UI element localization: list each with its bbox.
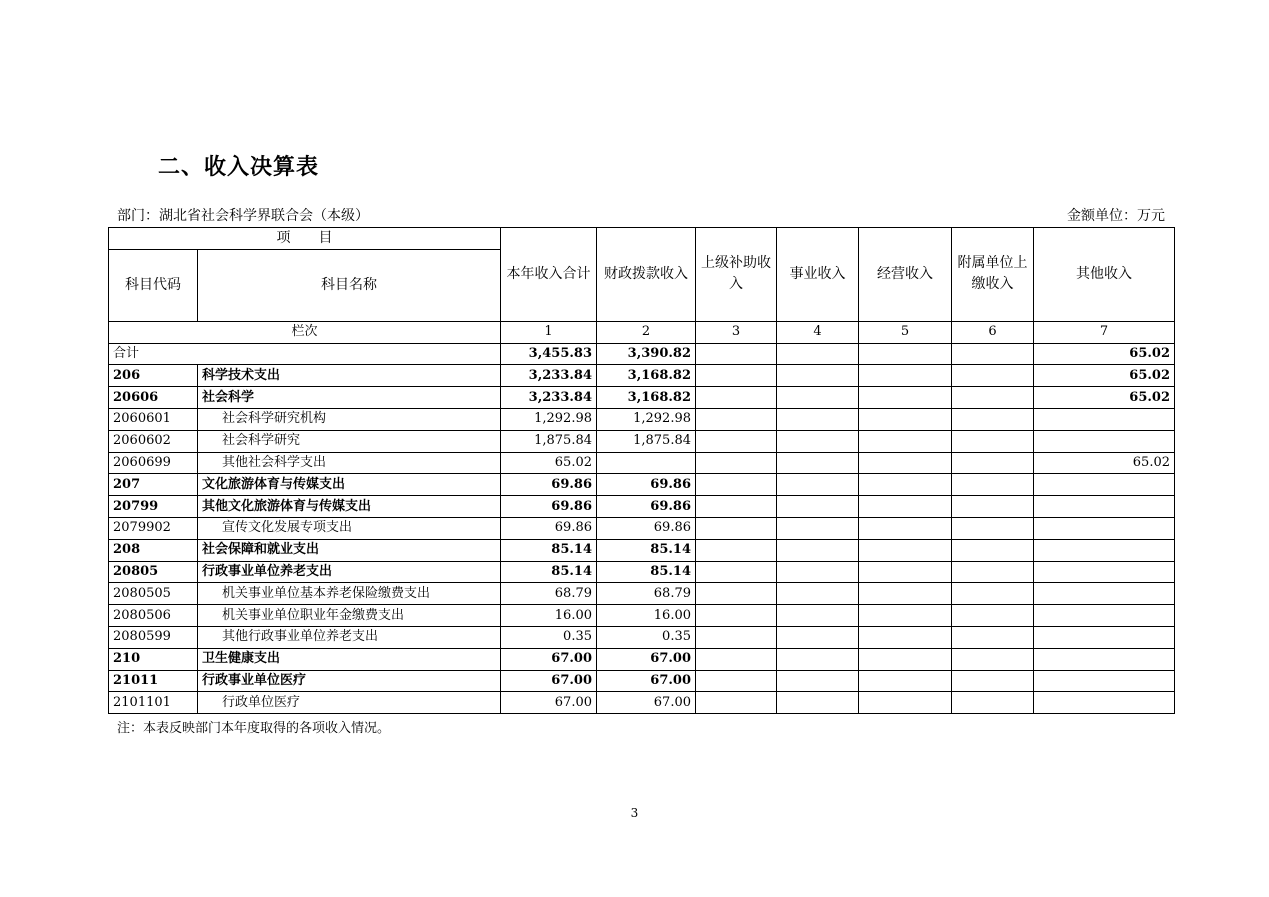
row-c1: 16.00	[501, 605, 597, 627]
header-col7: 其他收入	[1034, 228, 1175, 322]
row-name: 行政事业单位医疗	[198, 670, 501, 692]
row-name: 社会科学研究	[198, 430, 501, 452]
row-name: 其他文化旅游体育与传媒支出	[198, 496, 501, 518]
table-row	[109, 539, 1175, 561]
row-c2: 1,292.98	[597, 408, 696, 430]
row-c6	[952, 365, 1034, 387]
row-name: 机关事业单位基本养老保险缴费支出	[198, 583, 501, 605]
table-row	[109, 408, 1175, 430]
row-c1: 85.14	[501, 539, 597, 561]
total-c4	[777, 343, 859, 365]
row-name: 社会科学研究机构	[198, 408, 501, 430]
row-c4	[777, 365, 859, 387]
row-c5	[859, 626, 952, 648]
row-c5	[859, 692, 952, 714]
row-code: 210	[109, 648, 198, 670]
row-code: 20805	[109, 561, 198, 583]
row-c1: 85.14	[501, 561, 597, 583]
header-name: 科目名称	[198, 249, 501, 321]
row-c5	[859, 365, 952, 387]
row-c4	[777, 474, 859, 496]
row-code: 2060699	[109, 452, 198, 474]
row-code: 2080599	[109, 626, 198, 648]
row-name: 其他社会科学支出	[198, 452, 501, 474]
row-c1: 69.86	[501, 496, 597, 518]
row-c3	[696, 626, 777, 648]
row-c4	[777, 430, 859, 452]
row-c7	[1034, 430, 1175, 452]
row-c4	[777, 496, 859, 518]
row-c4	[777, 605, 859, 627]
header-num: 2	[597, 321, 696, 343]
row-c4	[777, 408, 859, 430]
table-row	[109, 496, 1175, 518]
row-c4	[777, 692, 859, 714]
header-col6: 附属单位上缴收入	[952, 228, 1034, 322]
row-code: 2101101	[109, 692, 198, 714]
row-c7	[1034, 408, 1175, 430]
page-number: 3	[630, 806, 639, 820]
row-c1: 67.00	[501, 670, 597, 692]
table-row	[109, 452, 1175, 474]
row-c3	[696, 692, 777, 714]
row-c3	[696, 387, 777, 409]
table-row	[109, 430, 1175, 452]
row-name: 行政事业单位养老支出	[198, 561, 501, 583]
income-table	[108, 227, 1175, 714]
row-name: 社会保障和就业支出	[198, 539, 501, 561]
row-c2: 0.35	[597, 626, 696, 648]
row-c2: 69.86	[597, 517, 696, 539]
header-col2: 财政拨款收入	[597, 228, 696, 322]
header-num: 1	[501, 321, 597, 343]
row-c3	[696, 452, 777, 474]
row-c7: 65.02	[1034, 365, 1175, 387]
row-c2: 85.14	[597, 539, 696, 561]
department-label: 部门：湖北省社会科学界联合会（本级）	[117, 208, 369, 224]
table-row	[109, 517, 1175, 539]
row-c7	[1034, 474, 1175, 496]
unit-label: 金额单位：万元	[1067, 208, 1165, 224]
header-col5: 经营收入	[859, 228, 952, 322]
row-c7	[1034, 583, 1175, 605]
row-c1: 67.00	[501, 648, 597, 670]
row-c4	[777, 670, 859, 692]
row-c1: 1,875.84	[501, 430, 597, 452]
row-c1: 69.86	[501, 474, 597, 496]
row-c6	[952, 692, 1034, 714]
row-c4	[777, 539, 859, 561]
row-name: 社会科学	[198, 387, 501, 409]
row-c6	[952, 496, 1034, 518]
row-name: 科学技术支出	[198, 365, 501, 387]
header-num: 3	[696, 321, 777, 343]
row-c5	[859, 430, 952, 452]
table-row	[109, 474, 1175, 496]
total-c7: 65.02	[1034, 343, 1175, 365]
row-name: 卫生健康支出	[198, 648, 501, 670]
row-c7: 65.02	[1034, 387, 1175, 409]
row-c7	[1034, 539, 1175, 561]
row-c1: 3,233.84	[501, 387, 597, 409]
row-code: 21011	[109, 670, 198, 692]
row-c4	[777, 561, 859, 583]
table-row	[109, 561, 1175, 583]
row-c5	[859, 583, 952, 605]
row-c2: 85.14	[597, 561, 696, 583]
row-c2: 69.86	[597, 496, 696, 518]
row-c4	[777, 387, 859, 409]
row-c5	[859, 452, 952, 474]
row-c6	[952, 430, 1034, 452]
row-c2: 3,168.82	[597, 365, 696, 387]
table-row	[109, 648, 1175, 670]
row-c2: 67.00	[597, 648, 696, 670]
table-row	[109, 605, 1175, 627]
total-c6	[952, 343, 1034, 365]
row-code: 2080505	[109, 583, 198, 605]
row-c4	[777, 517, 859, 539]
row-c7	[1034, 561, 1175, 583]
row-c3	[696, 670, 777, 692]
row-c2: 69.86	[597, 474, 696, 496]
row-c3	[696, 539, 777, 561]
header-col4: 事业收入	[777, 228, 859, 322]
row-c6	[952, 561, 1034, 583]
row-c6	[952, 539, 1034, 561]
row-c3	[696, 648, 777, 670]
header-code: 科目代码	[109, 249, 198, 321]
page-title: 二、收入决算表	[158, 155, 320, 180]
row-c4	[777, 648, 859, 670]
row-c3	[696, 561, 777, 583]
table-row	[109, 583, 1175, 605]
row-code: 2079902	[109, 517, 198, 539]
row-c6	[952, 605, 1034, 627]
row-c3	[696, 605, 777, 627]
row-name: 文化旅游体育与传媒支出	[198, 474, 501, 496]
row-name: 行政单位医疗	[198, 692, 501, 714]
row-c1: 1,292.98	[501, 408, 597, 430]
row-c2: 67.00	[597, 670, 696, 692]
row-code: 2060602	[109, 430, 198, 452]
row-c6	[952, 670, 1034, 692]
row-c3	[696, 517, 777, 539]
row-name: 其他行政事业单位养老支出	[198, 626, 501, 648]
row-c2: 1,875.84	[597, 430, 696, 452]
table-row	[109, 387, 1175, 409]
row-c6	[952, 452, 1034, 474]
row-c7: 65.02	[1034, 452, 1175, 474]
row-c2: 16.00	[597, 605, 696, 627]
row-c3	[696, 430, 777, 452]
header-num: 5	[859, 321, 952, 343]
row-c1: 3,233.84	[501, 365, 597, 387]
row-code: 208	[109, 539, 198, 561]
row-c4	[777, 626, 859, 648]
row-name: 机关事业单位职业年金缴费支出	[198, 605, 501, 627]
header-num: 7	[1034, 321, 1175, 343]
row-c5	[859, 387, 952, 409]
row-c5	[859, 605, 952, 627]
row-c5	[859, 648, 952, 670]
total-c3	[696, 343, 777, 365]
header-num: 4	[777, 321, 859, 343]
row-c7	[1034, 496, 1175, 518]
header-row-label: 栏次	[109, 321, 501, 343]
row-code: 2080506	[109, 605, 198, 627]
row-c6	[952, 387, 1034, 409]
row-c5	[859, 670, 952, 692]
row-c7	[1034, 648, 1175, 670]
table-row	[109, 626, 1175, 648]
row-c2: 3,168.82	[597, 387, 696, 409]
total-label: 合计	[109, 343, 501, 365]
row-c2: 67.00	[597, 692, 696, 714]
row-c1: 0.35	[501, 626, 597, 648]
row-c3	[696, 408, 777, 430]
row-c6	[952, 583, 1034, 605]
total-c1: 3,455.83	[501, 343, 597, 365]
header-col1: 本年收入合计	[501, 228, 597, 322]
row-c3	[696, 365, 777, 387]
row-code: 207	[109, 474, 198, 496]
row-c4	[777, 452, 859, 474]
row-c6	[952, 408, 1034, 430]
total-c5	[859, 343, 952, 365]
row-c1: 67.00	[501, 692, 597, 714]
row-c5	[859, 517, 952, 539]
table-row	[109, 670, 1175, 692]
row-c6	[952, 648, 1034, 670]
header-item: 项 目	[109, 228, 501, 250]
row-c7	[1034, 692, 1175, 714]
row-c7	[1034, 605, 1175, 627]
row-c6	[952, 626, 1034, 648]
row-c5	[859, 561, 952, 583]
row-c2	[597, 452, 696, 474]
row-c7	[1034, 670, 1175, 692]
table-note: 注：本表反映部门本年度取得的各项收入情况。	[117, 721, 391, 736]
row-c1: 65.02	[501, 452, 597, 474]
row-c6	[952, 474, 1034, 496]
row-code: 20799	[109, 496, 198, 518]
row-code: 2060601	[109, 408, 198, 430]
row-c2: 68.79	[597, 583, 696, 605]
row-c1: 69.86	[501, 517, 597, 539]
table-row	[109, 692, 1175, 714]
header-num: 6	[952, 321, 1034, 343]
row-code: 20606	[109, 387, 198, 409]
header-col3: 上级补助收入	[696, 228, 777, 322]
row-c1: 68.79	[501, 583, 597, 605]
row-c3	[696, 583, 777, 605]
row-c3	[696, 496, 777, 518]
row-c5	[859, 408, 952, 430]
row-c3	[696, 474, 777, 496]
row-c4	[777, 583, 859, 605]
row-c5	[859, 496, 952, 518]
row-code: 206	[109, 365, 198, 387]
row-c6	[952, 517, 1034, 539]
row-c5	[859, 474, 952, 496]
total-row	[109, 343, 1175, 365]
row-c7	[1034, 517, 1175, 539]
total-c2: 3,390.82	[597, 343, 696, 365]
row-c7	[1034, 626, 1175, 648]
row-c5	[859, 539, 952, 561]
row-name: 宣传文化发展专项支出	[198, 517, 501, 539]
table-row	[109, 365, 1175, 387]
